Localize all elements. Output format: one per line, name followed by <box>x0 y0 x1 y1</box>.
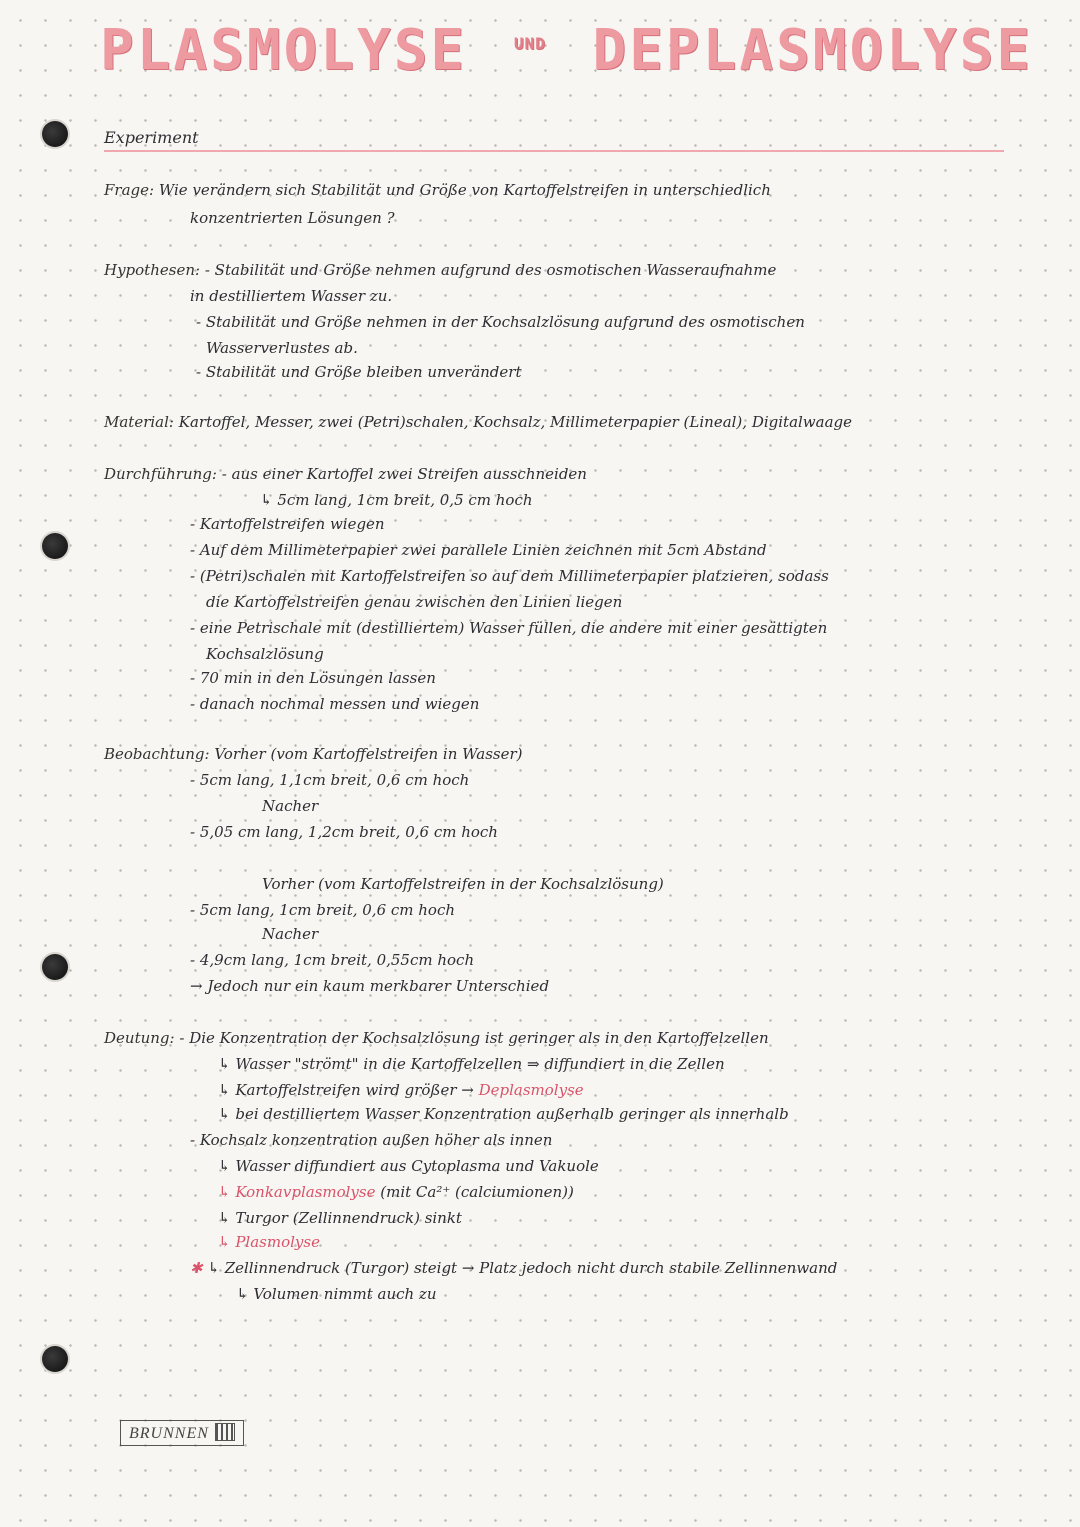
durchfuehrung-step-1: - aus einer Kartoffel zwei Streifen ausschneiden <box>221 465 587 483</box>
deutung-point-1b-text: ↳ Kartoffelstreifen wird größer → <box>218 1081 474 1099</box>
frage-line-1 <box>104 178 771 202</box>
binder-hole <box>42 533 68 559</box>
title-part-1: PLASMOLYSE <box>100 18 468 83</box>
durchfuehrung-label: Durchführung: <box>104 465 217 483</box>
durchfuehrung-step-2: - Kartoffelstreifen wiegen <box>190 515 385 533</box>
hypothese-2: - Stabilität und Größe nehmen in der Kochsalzlösung aufgrund des osmotischen <box>196 313 805 331</box>
material-label: Material: <box>104 413 174 431</box>
beobachtung-wasser-nachher-label: Nacher <box>262 797 319 815</box>
deutung-point-1a: ↳ Wasser "strömt" in die Kartoffelzellen ⇒ diffundiert in die Zellen <box>218 1055 725 1073</box>
deplasmolyse-term: Deplasmolyse <box>478 1081 584 1099</box>
brunnen-logo <box>120 1420 244 1446</box>
deutung-label: Deutung: <box>104 1029 175 1047</box>
frage-label: Frage: <box>104 181 155 199</box>
deutung-point-3a: ↳ Volumen nimmt auch zu <box>236 1285 437 1303</box>
deutung-point-2: - Kochsalz konzentration außen höher als innen <box>190 1131 553 1149</box>
hypothese-3: - Stabilität und Größe bleiben unverändert <box>196 363 522 381</box>
binder-hole <box>42 954 68 980</box>
durchfuehrung-step-6: - 70 min in den Lösungen lassen <box>190 669 436 687</box>
durchfuehrung-step-5: - eine Petrischale mit (destilliertem) Wasser füllen, die andere mit einer gesättigten <box>190 619 828 637</box>
durchfuehrung-step-5-cont: Kochsalzlösung <box>206 645 324 663</box>
beobachtung-note: → Jedoch nur ein kaum merkbarer Unterschied <box>190 977 550 995</box>
beobachtung-salz-nachher: - 4,9cm lang, 1cm breit, 0,55cm hoch <box>190 951 475 969</box>
hypothese-1-text: - Stabilität und Größe nehmen aufgrund des osmotischen Wasseraufnahme <box>204 261 777 279</box>
hypothese-2-cont: Wasserverlustes ab. <box>206 339 358 357</box>
brand-name: BRUNNEN <box>129 1425 209 1442</box>
deutung-line-1 <box>104 1026 769 1050</box>
konkavplasmolyse-term: ↳ Konkavplasmolyse <box>218 1183 376 1201</box>
deutung-point-2b <box>218 1180 574 1204</box>
durchfuehrung-line-1 <box>104 462 587 486</box>
beobachtung-label: Beobachtung: <box>104 745 210 763</box>
title-part-2: DEPLASMOLYSE <box>592 18 1034 83</box>
beobachtung-wasser-vorher-label: Vorher (vom Kartoffelstreifen in Wasser) <box>214 745 523 763</box>
beobachtung-wasser-vorher: - 5cm lang, 1,1cm breit, 0,6 cm hoch <box>190 771 470 789</box>
heading-underline <box>104 150 1004 152</box>
star-marker-icon: ✱ <box>190 1259 203 1277</box>
durchfuehrung-step-4: - (Petri)schalen mit Kartoffelstreifen so auf dem Millimeterpapier platzieren, sodass <box>190 567 829 585</box>
frage-line-2: konzentrierten Lösungen ? <box>190 209 395 227</box>
beobachtung-line-1 <box>104 742 523 766</box>
binder-hole <box>42 1346 68 1372</box>
experiment-heading: Experiment <box>104 128 199 147</box>
frage-text-1: Wie verändern sich Stabilität und Größe von Kartoffelstreifen in unterschiedlich <box>158 181 771 199</box>
binder-hole <box>42 121 68 147</box>
title-connector: UND <box>513 34 546 54</box>
beobachtung-wasser-nachher: - 5,05 cm lang, 1,2cm breit, 0,6 cm hoch <box>190 823 498 841</box>
deutung-point-1c: ↳ bei destilliertem Wasser Konzentration außerhalb geringer als innerhalb <box>218 1105 789 1123</box>
durchfuehrung-step-3: - Auf dem Millimeterpapier zwei parallele Linien zeichnen mit 5cm Abstand <box>190 541 767 559</box>
brand-mark-icon <box>215 1423 235 1441</box>
hypothese-1-cont: in destilliertem Wasser zu. <box>190 287 393 305</box>
deutung-point-3-text: ↳ Zellinnendruck (Turgor) steigt → Platz jedoch nicht durch stabile Zellinnenwand <box>207 1259 838 1277</box>
deutung-point-1b <box>218 1078 584 1102</box>
hypothese-line-1 <box>104 258 776 282</box>
durchfuehrung-step-7: - danach nochmal messen und wiegen <box>190 695 480 713</box>
deutung-point-2a: ↳ Wasser diffundiert aus Cytoplasma und Vakuole <box>218 1157 599 1175</box>
deutung-point-2c: ↳ Turgor (Zellinnendruck) sinkt <box>218 1209 462 1227</box>
durchfuehrung-step-1-detail: ↳ 5cm lang, 1cm breit, 0,5 cm hoch <box>260 491 533 509</box>
beobachtung-salz-vorher: - 5cm lang, 1cm breit, 0,6 cm hoch <box>190 901 456 919</box>
beobachtung-salz-vorher-label: Vorher (vom Kartoffelstreifen in der Kochsalzlösung) <box>262 875 664 893</box>
plasmolyse-term: ↳ Plasmolyse <box>218 1233 320 1251</box>
deutung-point-1: - Die Konzentration der Kochsalzlösung ist geringer als in den Kartoffelzellen <box>179 1029 769 1047</box>
deutung-point-3 <box>190 1256 837 1280</box>
page-title <box>100 18 1034 83</box>
durchfuehrung-step-4-cont: die Kartoffelstreifen genau zwischen den Linien liegen <box>206 593 623 611</box>
material-text: Kartoffel, Messer, zwei (Petri)schalen, Kochsalz, Millimeterpapier (Lineal), Digitalwaage <box>178 413 853 431</box>
hypothesen-label: Hypothesen: <box>104 261 201 279</box>
material-line <box>104 410 852 434</box>
beobachtung-salz-nachher-label: Nacher <box>262 925 319 943</box>
deutung-point-2b-text: (mit Ca²⁺ (calciumionen)) <box>380 1183 574 1201</box>
